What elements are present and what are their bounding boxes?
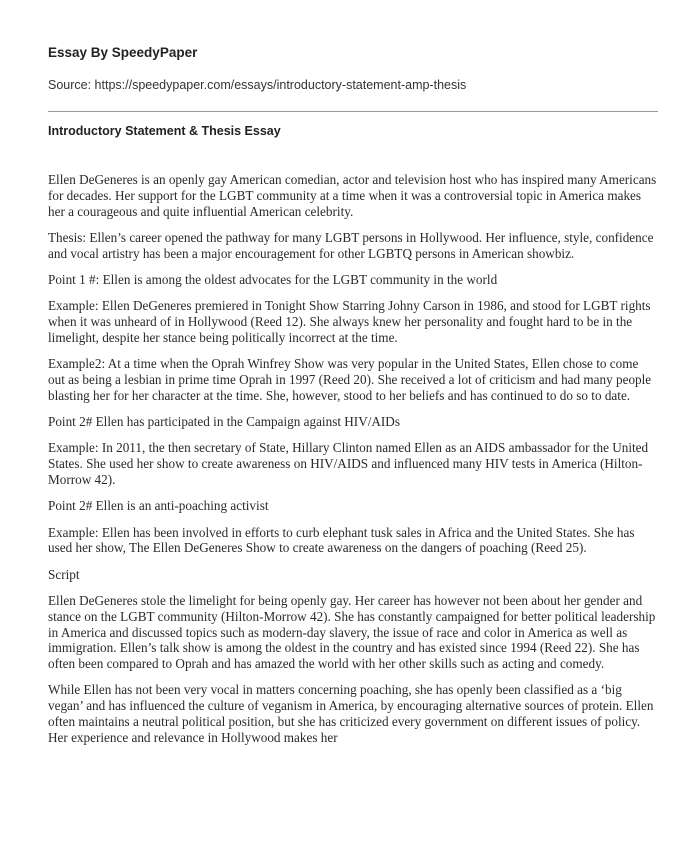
paragraph-intro: Ellen DeGeneres is an openly gay American comedian, actor and television host who has inspired many Americans for decades. Her support for the LGBT community at a time when it was a controversial topic in America makes her a courageous and quite influential American celebrity. [48,172,657,219]
paragraph-script-2: While Ellen has not been very vocal in matters concerning poaching, she has openly been classified as a ‘big vegan’ and has influenced the culture of veganism in America, by encouraging alternative sources of protein. Ellen often maintains a neutral political position, but she has criticized every government on different issues of policy. Her experience and relevance in Hollywood makes her [48,682,654,745]
header-divider [48,111,658,112]
essay-body [48,172,658,746]
paragraph-example-2: Example2: At a time when the Oprah Winfrey Show was very popular in the United States, Ellen chose to come out as being a lesbian in prime time Oprah in 1997 (Reed 20). She received a lot of criticism and had many people blasting her for her character at the time. She, however, stood to her beliefs and has continued to do so to date. [48,356,652,403]
paragraph-point-1: Point 1 #: Ellen is among the oldest advocates for the LGBT community in the world [48,271,498,287]
paragraph-thesis: Thesis: Ellen’s career opened the pathway for many LGBT persons in Hollywood. Her influence, style, confidence and vocal artistry has been a major encouragement for other LGBTQ persons in American showbiz. [48,229,654,261]
source-line: Source: https://speedypaper.com/essays/introductory-statement-amp-thesis [48,78,467,92]
essay-title: Introductory Statement & Thesis Essay [48,124,281,138]
paragraph-example-1: Example: Ellen DeGeneres premiered in Tonight Show Starring Johny Carson in 1986, and stood for LGBT rights when it was unheard of in Hollywood (Reed 12). She always knew her personality and fought hard to be in the limelight, despite her stance being politically incorrect at the time. [48,298,651,345]
paragraph-point-2-hiv: Point 2# Ellen has participated in the Campaign against HIV/AIDs [48,414,400,430]
paragraph-example-poaching: Example: Ellen has been involved in efforts to curb elephant tusk sales in Africa and the United States. She has used her show, The Ellen DeGeneres Show to create awareness on the dangers of poaching (Reed 25). [48,524,635,556]
paragraph-script-heading: Script [48,566,80,582]
paragraph-script-1: Ellen DeGeneres stole the limelight for being openly gay. Her career has however not been about her gender and stance on the LGBT community (Hilton-Morrow 42). She has constantly campaigned for better political leadership in America and discussed topics such as modern-day slavery, the issue of race and color in America as well as immigration. Ellen’s talk show is among the oldest in the country and has existed since 1994 (Reed 22). She has often been compared to Oprah and has amazed the world with her other skills such as acting and comedy. [48,592,656,672]
brand-title: Essay By SpeedyPaper [48,45,198,60]
paragraph-point-2-poaching: Point 2# Ellen is an anti-poaching activist [48,498,269,514]
paragraph-example-hiv: Example: In 2011, the then secretary of State, Hillary Clinton named Ellen as an AIDS ambassador for the United States. She used her show to create awareness on HIV/AIDS and influenced many HIV tests in America (Hilton-Morrow 42). [48,440,649,487]
